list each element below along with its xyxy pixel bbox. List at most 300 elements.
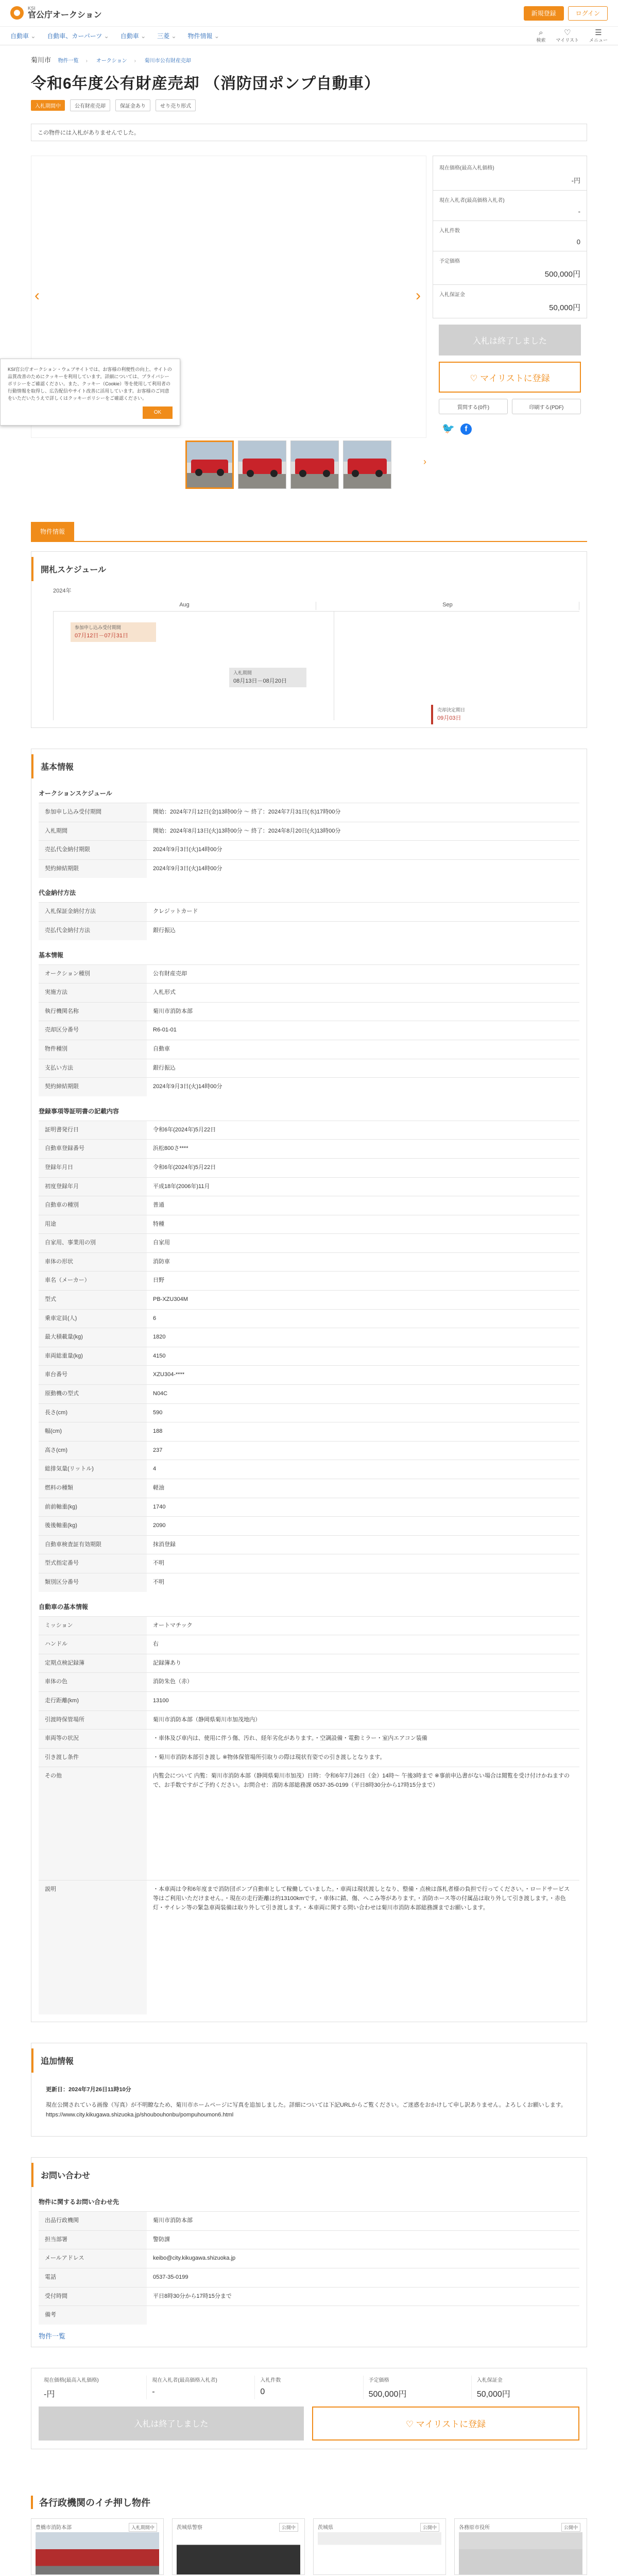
- row-key: 自動車検査証有効期限: [39, 1535, 147, 1554]
- row-key: 入札期間: [39, 822, 147, 841]
- row-key: 実施方法: [39, 984, 147, 1003]
- table-row: [39, 1422, 579, 1442]
- bid-count-label: 入札件数: [439, 228, 460, 234]
- additional-date: 更新日：2024年7月26日11時10分: [46, 2086, 131, 2093]
- sale-decision-bar: [431, 705, 493, 724]
- title-area: [0, 45, 618, 115]
- page-title: 令和6年度公有財産売却 （消防団ポンプ自動車）: [31, 75, 381, 92]
- row-value: 不明: [147, 1573, 579, 1591]
- recommend-badge: 公開中: [561, 2523, 580, 2532]
- table-row: [39, 1252, 579, 1272]
- table-row: [39, 1710, 579, 1730]
- bar-title: 入札期間: [233, 670, 252, 675]
- row-value: 1820: [147, 1328, 579, 1347]
- table-row: [39, 1767, 579, 1880]
- row-value: 日野: [147, 1272, 579, 1291]
- cookie-banner: [0, 359, 180, 426]
- table-row: [39, 1441, 579, 1460]
- row-key: 走行距離(km): [39, 1691, 147, 1710]
- heart-icon: ♡: [563, 28, 571, 37]
- schedule-title: 開札スケジュール: [31, 557, 587, 581]
- additional-title: 追加情報: [31, 2048, 587, 2073]
- twitter-icon[interactable]: 🐦: [442, 423, 455, 434]
- summary-label: 予定価格: [368, 2377, 389, 2383]
- row-key: 担当部署: [39, 2230, 147, 2249]
- bar-dates: 08月13日－08月20日: [233, 677, 287, 684]
- row-key: 後後軸重(kg): [39, 1517, 147, 1536]
- table-row: [39, 2287, 579, 2306]
- registration-title: 登録事項等証明書の記載内容: [31, 1101, 587, 1121]
- recommend-agency: 茨城県: [318, 2524, 333, 2531]
- bid-sidebar: [433, 156, 587, 490]
- table-row: [39, 2249, 579, 2268]
- breadcrumb-item[interactable]: オークション: [96, 58, 127, 64]
- tag: 保証金あり: [115, 99, 150, 111]
- current-bidder-label: 現在入札者(最高価格入札者): [439, 198, 505, 204]
- row-value: [147, 2306, 579, 2325]
- nav-item[interactable]: 自動車 ⌄: [10, 31, 36, 40]
- recommend-card[interactable]: [172, 2518, 305, 2575]
- row-value: 軽油: [147, 1479, 579, 1498]
- row-value: 2024年9月3日(火)14時00分: [147, 859, 579, 878]
- row-key: 契約締結期限: [39, 859, 147, 878]
- row-value: 不明: [147, 1554, 579, 1573]
- table-row: [39, 1328, 579, 1347]
- table-row: [39, 903, 579, 922]
- breadcrumb: 物件一覧 › オークション › 菊川市公有財産売却: [58, 58, 191, 64]
- additional-info-section: [31, 2043, 587, 2137]
- row-value: オートマチック: [147, 1616, 579, 1635]
- logo-mark-icon: [10, 6, 24, 20]
- table-row: [39, 1040, 579, 1059]
- row-key: 型式: [39, 1291, 147, 1310]
- recommend-agency: 茨城県警察: [177, 2524, 202, 2531]
- current-price-label: 現在価格(最高入札価格): [439, 165, 494, 171]
- row-key: 燃料の種類: [39, 1479, 147, 1498]
- table-row: [39, 2306, 579, 2325]
- category-nav: [0, 27, 618, 45]
- prev-photo-icon[interactable]: ‹: [35, 287, 40, 304]
- table-row: [39, 1479, 579, 1498]
- recommend-image: [36, 2532, 159, 2574]
- row-key: 参加申し込み受付期間: [39, 803, 147, 822]
- summary-value: 500,000円: [368, 2389, 407, 2399]
- thumbnail[interactable]: [290, 440, 339, 489]
- additional-text: 現在公開されている画像（写真）が不明瞭なため、菊川市ホームページに写真を追加しました。詳細については下記URLからご覧ください。ご迷惑をおかけして申し訳ありません。よろしくお願いします。: [46, 2102, 566, 2108]
- row-value: クレジットカード: [147, 903, 579, 922]
- row-value: 237: [147, 1441, 579, 1460]
- row-key: メールアドレス: [39, 2249, 147, 2268]
- row-value: 令和6年(2024年)5月22日: [147, 1121, 579, 1140]
- table-row: [39, 1385, 579, 1404]
- bid-closed-button[interactable]: 入札は終了しました: [439, 325, 581, 355]
- table-row: [39, 984, 579, 1003]
- schedule-section: [31, 551, 587, 728]
- thumbnail[interactable]: [185, 440, 234, 489]
- facebook-icon[interactable]: f: [460, 423, 472, 435]
- row-key: 前前軸重(kg): [39, 1498, 147, 1517]
- row-value: 1740: [147, 1498, 579, 1517]
- row-value: 菊川市消防本部（静岡県菊川市加茂地内）: [147, 1710, 579, 1730]
- row-key: 原動機の型式: [39, 1385, 147, 1404]
- menu-nav[interactable]: [589, 29, 608, 43]
- row-key: オークション種別: [39, 964, 147, 984]
- row-value: 平成18年(2006年)11月: [147, 1177, 579, 1196]
- row-value: 警防課: [147, 2230, 579, 2249]
- row-key: 自動車登録番号: [39, 1140, 147, 1159]
- timeline-month: Sep: [316, 602, 579, 610]
- table-row: [39, 1635, 579, 1654]
- summary-cell: [39, 2376, 147, 2399]
- bar-title: 参加申し込み受付期間: [75, 625, 122, 630]
- row-key: 車両総重量(kg): [39, 1347, 147, 1366]
- row-value: 入札形式: [147, 984, 579, 1003]
- table-row: [39, 1347, 579, 1366]
- recommend-image: [459, 2532, 582, 2574]
- table-row: [39, 1654, 579, 1673]
- thumbnail-strip: [31, 439, 426, 490]
- row-key: 引渡時保管場所: [39, 1710, 147, 1730]
- row-value: R6-01-01: [147, 1021, 579, 1040]
- table-row: [39, 1460, 579, 1479]
- row-key: 長さ(cm): [39, 1403, 147, 1422]
- table-row: [39, 1140, 579, 1159]
- bid-count: 0: [576, 238, 580, 246]
- row-value: keibo@city.kikugawa.shizuoka.jp: [147, 2249, 579, 2268]
- logo-small-text: KSI: [28, 6, 36, 11]
- row-key: 電話: [39, 2268, 147, 2287]
- recommend-section: [31, 2496, 587, 2575]
- row-key: 高さ(cm): [39, 1441, 147, 1460]
- row-key: 車両等の状況: [39, 1730, 147, 1749]
- row-key: 売払代金納付方法: [39, 921, 147, 940]
- mylist-nav[interactable]: [556, 29, 579, 43]
- row-value: ・菊川市消防本部引き渡し ※物体保管場所引取りの際は現状有姿での引き渡しとなります。: [147, 1748, 579, 1767]
- row-value: 590: [147, 1403, 579, 1422]
- summary-value: -: [152, 2387, 155, 2396]
- payment-title: 代金納付方法: [31, 883, 587, 902]
- additional-url[interactable]: https://www.city.kikugawa.shizuoka.jp/shoubouhonbu/pompuhoumon6.html: [46, 2112, 234, 2119]
- print-link[interactable]: 印刷する(PDF): [512, 399, 581, 414]
- table-row: [39, 1158, 579, 1177]
- row-value: 公有財産売却: [147, 964, 579, 984]
- nav-item[interactable]: 三菱 ⌄: [157, 31, 176, 40]
- nav-item[interactable]: 自動車、カーパーツ ⌄: [47, 31, 109, 40]
- table-row: [39, 1309, 579, 1328]
- row-key: 定期点検記録簿: [39, 1654, 147, 1673]
- row-key: 説明: [39, 1880, 147, 2014]
- recommend-card[interactable]: [31, 2518, 164, 2575]
- auction-schedule-title: オークションスケジュール: [31, 784, 587, 803]
- table-row: [39, 1234, 579, 1253]
- row-key: ミッション: [39, 1616, 147, 1635]
- next-photo-icon[interactable]: ›: [416, 287, 421, 304]
- row-key: 執行機関名称: [39, 1002, 147, 1021]
- row-value: XZU304-****: [147, 1366, 579, 1385]
- row-key: 車台番号: [39, 1366, 147, 1385]
- row-value: 平日8時30分から17時15分まで: [147, 2287, 579, 2306]
- recommend-badge: 公開中: [420, 2523, 439, 2532]
- table-row: [39, 1880, 579, 2014]
- search-nav[interactable]: [536, 29, 545, 43]
- row-value: 開始：2024年8月13日(火)13時00分 ～ 終了：2024年8月20日(火)13時00分: [147, 822, 579, 841]
- table-row: [39, 964, 579, 984]
- recommend-badge: 公開中: [279, 2523, 298, 2532]
- table-row: [39, 1573, 579, 1591]
- menu-icon: ☰: [595, 28, 602, 37]
- recommend-image: [318, 2532, 441, 2574]
- row-value: 4150: [147, 1347, 579, 1366]
- recommend-agency: 各務原市役所: [459, 2524, 490, 2531]
- search-icon: ⌕: [539, 28, 543, 37]
- row-value: ・本車両は令和6年度まで消防団ポンプ自動車として稼働していました。・車両は現状渡しとなり、整備・点検は落札者様の負担で行ってください。・ロードサービス等はご利用いただけません。・現在の走行距離は約13100kmです。・車体に錆、傷、へこみ等があります。・消防ホース等の付属品は取り外して引き渡します。・赤色灯・サイレン等の緊急車両装備は取り外して引き渡します。・本車両に関する問い合わせは菊川市消防本部総務課までお願いします。: [147, 1880, 579, 2014]
- row-key: 類別区分番号: [39, 1573, 147, 1591]
- table-row: [39, 1366, 579, 1385]
- table-row: [39, 1616, 579, 1635]
- cookie-ok-button[interactable]: OK: [143, 406, 173, 419]
- row-value: N04C: [147, 1385, 579, 1404]
- search-nav-label: 検索: [536, 37, 546, 43]
- table-row: [39, 1403, 579, 1422]
- row-key: 総排気量(リットル): [39, 1460, 147, 1479]
- row-value: 銀行振込: [147, 1059, 579, 1078]
- breadcrumb-item[interactable]: 菊川市公有財産売却: [144, 58, 191, 64]
- schedule-timeline: [39, 586, 579, 720]
- row-value: 普通: [147, 1196, 579, 1215]
- summary-label: 現在入札者(最高価格入札者): [152, 2377, 217, 2383]
- table-row: [39, 1730, 579, 1749]
- site-header: [0, 0, 618, 27]
- row-key: 自動車の種別: [39, 1196, 147, 1215]
- table-row: [39, 1554, 579, 1573]
- menu-nav-label: メニュー: [589, 37, 608, 43]
- row-key: その他: [39, 1767, 147, 1880]
- row-key: 用途: [39, 1215, 147, 1234]
- row-key: 車名（メーカー）: [39, 1272, 147, 1291]
- row-key: 型式指定番号: [39, 1554, 147, 1573]
- row-value: 6: [147, 1309, 579, 1328]
- payment-table: [39, 902, 579, 940]
- contact-title: お問い合わせ: [31, 2163, 587, 2187]
- table-row: [39, 2230, 579, 2249]
- summary-label: 現在価格(最高入札価格): [44, 2377, 99, 2383]
- estimate-price: 500,000円: [544, 270, 580, 279]
- row-value: 4: [147, 1460, 579, 1479]
- auction-schedule-table: [39, 803, 579, 878]
- table-row: [39, 1517, 579, 1536]
- row-value: 消防車: [147, 1252, 579, 1272]
- row-value: 菊川市消防本部: [147, 1002, 579, 1021]
- row-key: 初度登録年月: [39, 1177, 147, 1196]
- photo-gallery: [8, 156, 426, 490]
- logo-main-text: 官公庁オークション: [28, 10, 102, 20]
- application-period-bar: [71, 622, 156, 642]
- row-value: 13100: [147, 1691, 579, 1710]
- summary-cell: [472, 2376, 579, 2399]
- row-key: 出品行政機関: [39, 2212, 147, 2231]
- row-value: 自家用: [147, 1234, 579, 1253]
- vehicle-table: [39, 1616, 579, 2014]
- recommend-agency: 豊橋市消防本部: [36, 2524, 72, 2531]
- row-value: 菊川市消防本部: [147, 2212, 579, 2231]
- deposit-label: 入札保証金: [439, 292, 465, 298]
- bidding-period-bar: [229, 668, 306, 687]
- table-row: [39, 1748, 579, 1767]
- row-key: 物件種別: [39, 1040, 147, 1059]
- row-key: 幅(cm): [39, 1422, 147, 1442]
- bar-dates: 09月03日: [437, 715, 461, 721]
- deposit-price: 50,000円: [549, 303, 580, 312]
- recommend-title: 各行政機関のイチ押し物件: [31, 2496, 587, 2509]
- row-value: 2090: [147, 1517, 579, 1536]
- row-value: 抹消登録: [147, 1535, 579, 1554]
- table-row: [39, 1059, 579, 1078]
- estimate-label: 予定価格: [439, 259, 460, 264]
- summary-value: 0: [260, 2387, 265, 2396]
- table-row: [39, 1215, 579, 1234]
- row-value: 2024年9月3日(火)14時00分: [147, 1078, 579, 1096]
- basic-info-section: [31, 749, 587, 2022]
- row-key: 車体の形状: [39, 1252, 147, 1272]
- table-row: [39, 822, 579, 841]
- contact-table: [39, 2211, 579, 2325]
- nav-item[interactable]: 自動車 ⌄: [121, 31, 146, 40]
- row-key: 自家用、事業用の別: [39, 1234, 147, 1253]
- question-link[interactable]: 質問する(0件): [439, 399, 508, 414]
- next-thumbnail-icon[interactable]: ›: [423, 456, 426, 467]
- thumbnail[interactable]: [343, 440, 391, 489]
- table-row: [39, 1177, 579, 1196]
- tag: せり売り形式: [156, 99, 196, 111]
- summary-cell: [255, 2376, 363, 2399]
- table-row: [39, 1002, 579, 1021]
- row-key: 引き渡し条件: [39, 1748, 147, 1767]
- timeline-year: 2024年: [53, 588, 72, 594]
- row-key: 登録年月日: [39, 1158, 147, 1177]
- bid-closed-button[interactable]: 入札は終了しました: [39, 2406, 304, 2441]
- bar-title: 売却決定期日: [437, 707, 466, 713]
- row-value: 内覧会について 内覧：菊川市消防本部（静岡県菊川市加茂）日時：令和6年7月26日（金）14時〜 午後3時まで ※事前申込書がない場合は閲覧を受け付けかねますので、お手数ですがご予約ください。お問合せ：消防本部総務課 0537-35-0199（平日8時30分から17時15分まで）: [147, 1767, 579, 1880]
- status-badge: 入札期間中: [31, 100, 65, 111]
- summary-value: -円: [44, 2389, 55, 2399]
- basic-sub-title: 基本情報: [31, 945, 587, 964]
- register-button[interactable]: 新規登録: [524, 6, 564, 21]
- summary-value: 50,000円: [476, 2389, 510, 2399]
- table-row: [39, 859, 579, 878]
- row-value: 記録簿あり: [147, 1654, 579, 1673]
- row-key: 入札保証金納付方法: [39, 903, 147, 922]
- row-key: 車体の色: [39, 1673, 147, 1692]
- property-list-link[interactable]: 物件一覧: [39, 2332, 66, 2340]
- row-value: 消防朱色（赤）: [147, 1673, 579, 1692]
- current-price: -円: [571, 177, 580, 184]
- table-row: [39, 1272, 579, 1291]
- row-key: ハンドル: [39, 1635, 147, 1654]
- add-mylist-button[interactable]: ♡ マイリストに登録: [312, 2406, 579, 2441]
- table-row: [39, 2268, 579, 2287]
- table-row: [39, 803, 579, 822]
- tag: 公有財産売却: [70, 99, 110, 111]
- row-value: 右: [147, 1635, 579, 1654]
- row-value: 188: [147, 1422, 579, 1442]
- table-row: [39, 841, 579, 860]
- row-value: PB-XZU304M: [147, 1291, 579, 1310]
- table-row: [39, 1196, 579, 1215]
- row-value: 令和6年(2024年)5月22日: [147, 1158, 579, 1177]
- cookie-text: KSI官公庁オークション・ウェブサイトでは、お客様の利便性の向上、サイトの品質改善のためにクッキーを利用しています。詳細については、プライバシーポリシーをご確認ください。また、クッキー（Cookie）等を使用して利用者の行動情報を取得し、広告配信やサイト改善に活用しています。お客様のご同意をいただいたうえで詳しくはクッキーポリシーをご確認ください。: [8, 367, 172, 401]
- summary-label: 入札件数: [260, 2377, 281, 2383]
- tab-property-info[interactable]: 物件情報: [31, 522, 74, 541]
- timeline-month: Aug: [53, 602, 316, 610]
- bottom-summary: [31, 2368, 587, 2449]
- recommend-badge: 入札期間中: [129, 2523, 157, 2532]
- login-button[interactable]: ログイン: [568, 6, 608, 21]
- table-row: [39, 1021, 579, 1040]
- row-key: 売却区分番号: [39, 1021, 147, 1040]
- row-value: 自動車: [147, 1040, 579, 1059]
- vehicle-title: 自動車の基本情報: [31, 1597, 587, 1616]
- table-row: [39, 921, 579, 940]
- nav-item[interactable]: 物件情報 ⌄: [188, 31, 219, 40]
- row-value: 特種: [147, 1215, 579, 1234]
- row-key: 乗車定員(人): [39, 1309, 147, 1328]
- summary-cell: [147, 2376, 255, 2399]
- add-mylist-button[interactable]: ♡ マイリストに登録: [439, 362, 581, 393]
- contact-sub: 物件に関するお問い合わせ先: [31, 2192, 587, 2211]
- breadcrumb-item[interactable]: 物件一覧: [58, 58, 79, 64]
- registration-table: [39, 1121, 579, 1592]
- summary-label: 入札保証金: [476, 2377, 503, 2383]
- row-key: 最大積載量(kg): [39, 1328, 147, 1347]
- recommend-image: [177, 2532, 300, 2574]
- basic-info-title: 基本情報: [31, 754, 587, 778]
- contact-section: [31, 2157, 587, 2347]
- row-value: 浜松800さ****: [147, 1140, 579, 1159]
- prefecture-label: 菊川市: [31, 56, 52, 64]
- recommend-card[interactable]: [454, 2518, 587, 2575]
- row-key: 証明書発行日: [39, 1121, 147, 1140]
- basic-table: [39, 964, 579, 1096]
- tab-bar: [31, 521, 587, 542]
- summary-cell: [364, 2376, 472, 2399]
- bar-dates: 07月12日－07月31日: [75, 632, 128, 639]
- row-key: 受付時間: [39, 2287, 147, 2306]
- table-row: [39, 2212, 579, 2231]
- recommend-card[interactable]: [313, 2518, 446, 2575]
- row-key: 契約締結期限: [39, 1078, 147, 1096]
- row-key: 売払代金納付期限: [39, 841, 147, 860]
- current-bidder: -: [578, 208, 580, 215]
- tag-list: [31, 99, 587, 111]
- table-row: [39, 1121, 579, 1140]
- thumbnail[interactable]: [238, 440, 286, 489]
- table-row: [39, 1691, 579, 1710]
- table-row: [39, 1078, 579, 1096]
- table-row: [39, 1535, 579, 1554]
- site-logo[interactable]: [10, 6, 102, 20]
- notice-box: この物件には入札がありませんでした。: [31, 124, 587, 141]
- row-key: 支払い方法: [39, 1059, 147, 1078]
- row-value: 0537-35-0199: [147, 2268, 579, 2287]
- row-value: 銀行振込: [147, 921, 579, 940]
- row-value: ・車体及び車内は、使用に伴う傷、汚れ、経年劣化があります。・空調設備・電動ミラー・室内エアコン装備: [147, 1730, 579, 1749]
- row-value: 開始：2024年7月12日(金)13時00分 ～ 終了：2024年7月31日(水)17時00分: [147, 803, 579, 822]
- table-row: [39, 1498, 579, 1517]
- row-key: 備考: [39, 2306, 147, 2325]
- row-value: 2024年9月3日(火)14時00分: [147, 841, 579, 860]
- table-row: [39, 1673, 579, 1692]
- table-row: [39, 1291, 579, 1310]
